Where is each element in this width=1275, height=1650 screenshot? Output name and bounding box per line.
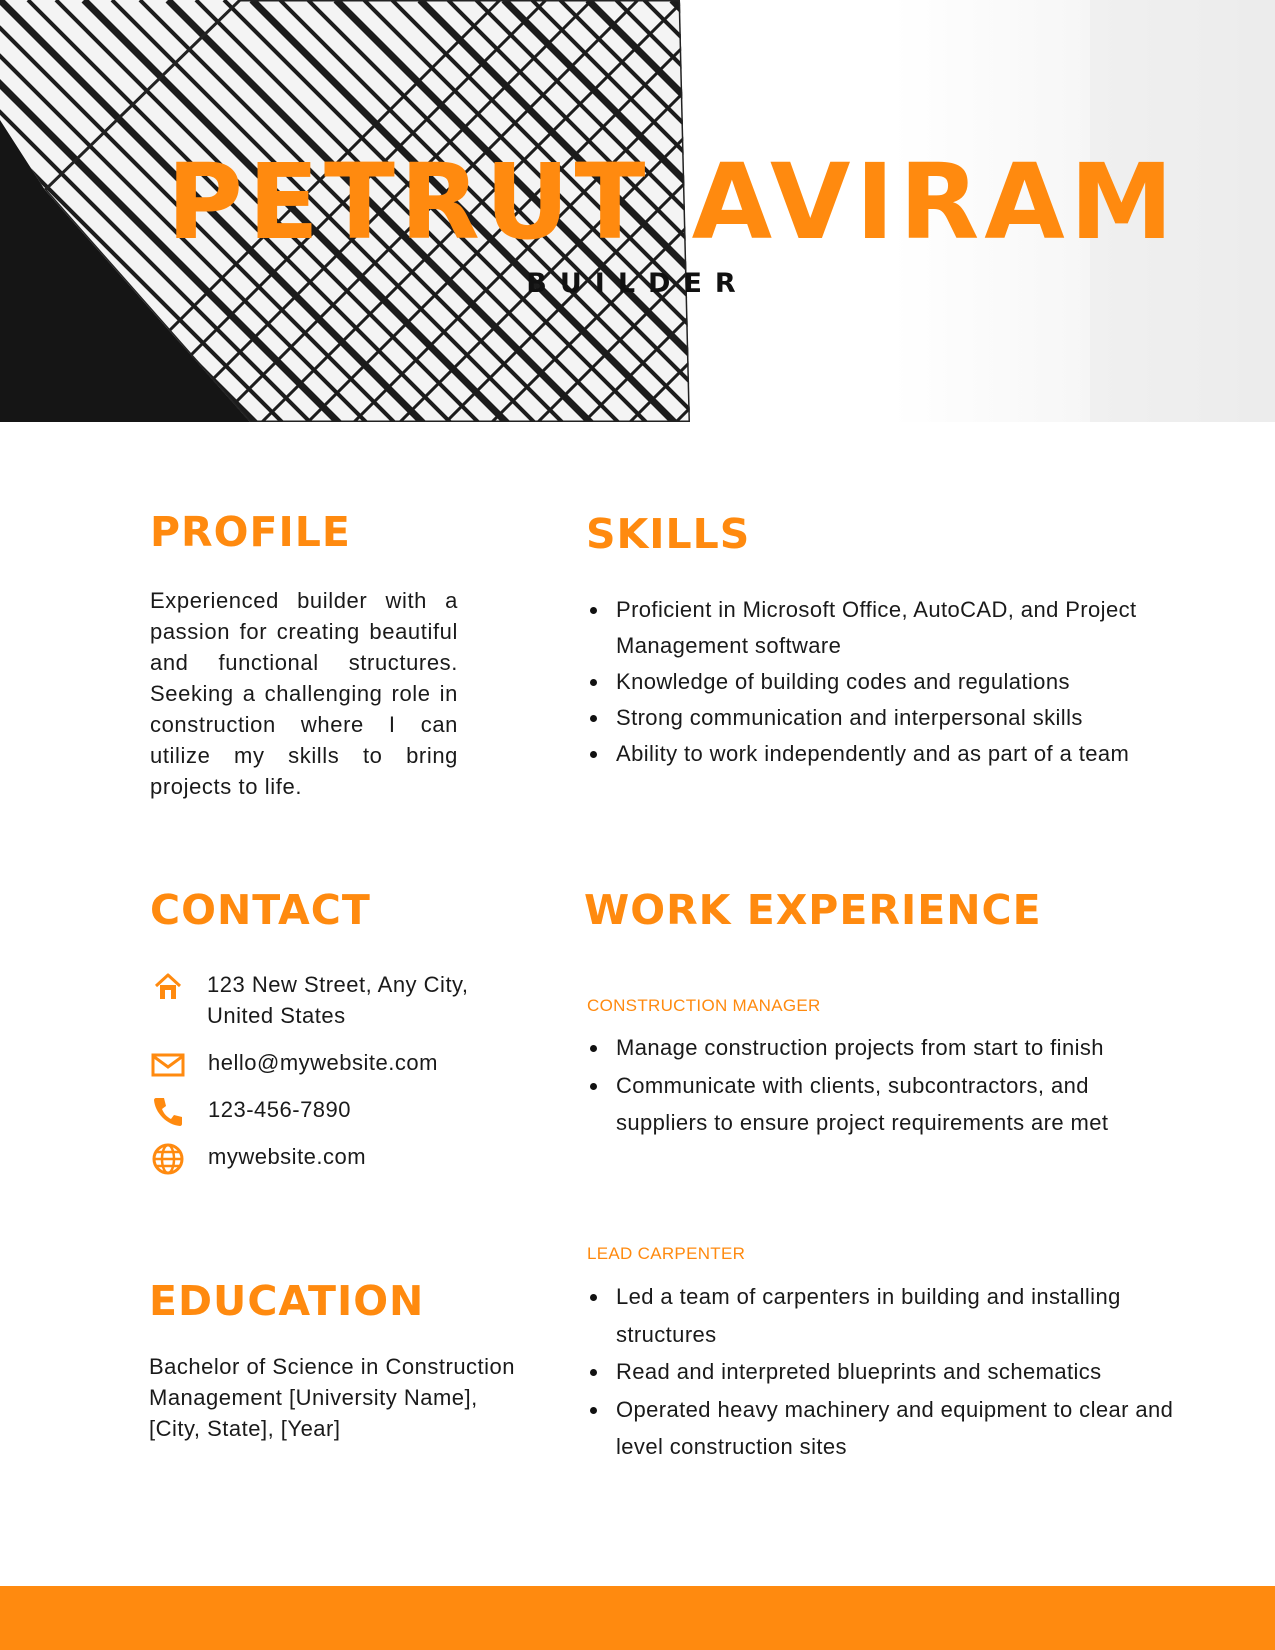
profile-heading: PROFILE [150,508,351,556]
work-experience-heading: WORK EXPERIENCE [584,886,1042,934]
candidate-name: PETRUT AVIRAM [166,141,1179,263]
job-duty-item: Operated heavy machinery and equipment to clear and level construction sites [586,1391,1186,1466]
website-link[interactable]: mywebsite.com [208,1144,367,1169]
mail-icon [150,1047,186,1083]
contact-email [150,1047,438,1083]
job-duty-item: Read and interpreted blueprints and schematics [586,1353,1186,1391]
home-icon [150,969,186,1005]
job-duty-item: Communicate with clients, subcontractors, and suppliers to ensure project requirements are met [586,1067,1186,1142]
skill-item: Ability to work independently and as part of a team [586,736,1186,772]
globe-icon [150,1141,186,1177]
skills-heading: SKILLS [586,510,751,558]
skill-item: Strong communication and interpersonal skills [586,700,1186,736]
job-title-lead-carpenter: LEAD CARPENTER [587,1244,746,1263]
phone-icon [150,1094,186,1130]
contact-phone [150,1094,351,1130]
education-heading: EDUCATION [149,1277,425,1325]
contact-heading: CONTACT [150,886,371,934]
skill-item: Proficient in Microsoft Office, AutoCAD, and Project Management software [586,592,1186,664]
education-text: Bachelor of Science in Construction Management [University Name], [City, State], [Year] [149,1354,516,1441]
footer-bar [0,1586,1275,1650]
job-1-duties [586,1029,1186,1142]
phone-link[interactable]: 123-456-7890 [208,1097,352,1122]
job-duty-item: Manage construction projects from start to finish [586,1029,1186,1067]
contact-address [150,969,487,1031]
contact-website [150,1141,366,1177]
job-title-construction-manager: CONSTRUCTION MANAGER [587,996,821,1015]
address-text: 123 New Street, Any City, United States [207,972,469,1028]
job-duty-item: Led a team of carpenters in building and installing structures [586,1278,1186,1353]
skill-item: Knowledge of building codes and regulations [586,664,1186,700]
header-banner [0,0,1275,422]
profile-text: Experienced builder with a passion for creating beautiful and functional structures. Seeking a challenging role in construction where I can utilize my skills to bring projects to life. [150,588,458,799]
job-2-duties [586,1278,1186,1466]
email-link[interactable]: hello@mywebsite.com [208,1050,438,1075]
skills-list [586,592,1186,772]
job-title-subtitle: BUILDER [526,268,749,299]
